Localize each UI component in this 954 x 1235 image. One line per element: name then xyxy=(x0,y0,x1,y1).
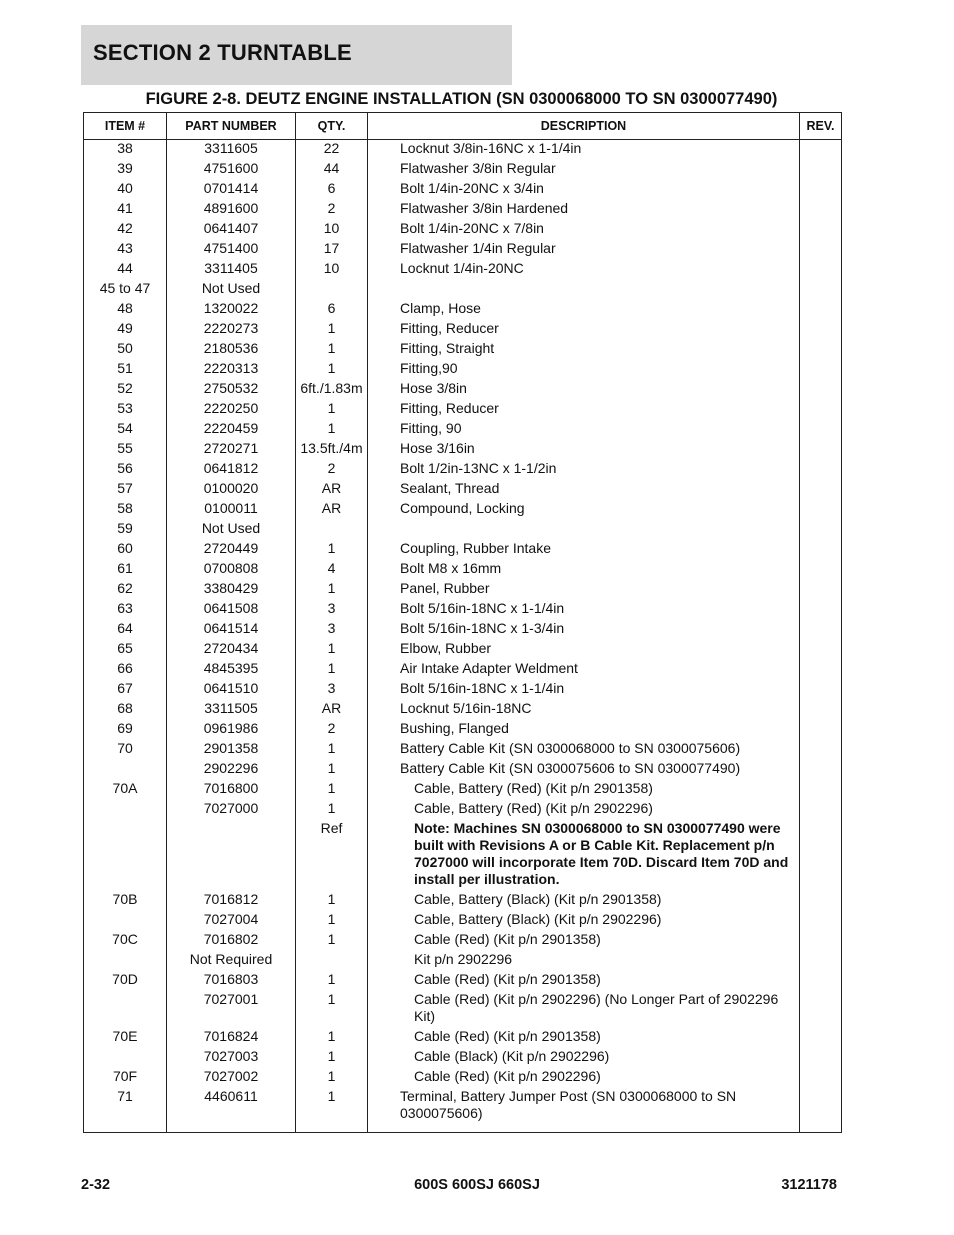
part-number: 0961986 xyxy=(167,718,296,738)
item-number: 52 xyxy=(84,378,167,398)
part-number: 2220273 xyxy=(167,318,296,338)
description: Cable, Battery (Red) (Kit p/n 2901358) xyxy=(368,778,800,798)
part-number: 2902296 xyxy=(167,758,296,778)
item-number: 70B xyxy=(84,889,167,909)
revision xyxy=(800,658,842,678)
item-number: 39 xyxy=(84,158,167,178)
quantity: 6ft./1.83m xyxy=(296,378,368,398)
table-row xyxy=(84,1046,842,1066)
figure-title: FIGURE 2-8. DEUTZ ENGINE INSTALLATION (SN 0300068000 TO SN 0300077490) xyxy=(145,90,778,108)
quantity: 1 xyxy=(296,738,368,758)
table-row xyxy=(84,818,842,889)
table-row xyxy=(84,458,842,478)
quantity: 6 xyxy=(296,298,368,318)
part-number: 0641514 xyxy=(167,618,296,638)
revision xyxy=(800,498,842,518)
item-number: 57 xyxy=(84,478,167,498)
table-row xyxy=(84,140,842,159)
item-number: 70C xyxy=(84,929,167,949)
item-number: 64 xyxy=(84,618,167,638)
table-row xyxy=(84,178,842,198)
revision xyxy=(800,1046,842,1066)
item-number xyxy=(84,949,167,969)
revision xyxy=(800,678,842,698)
part-number: 4460611 xyxy=(167,1086,296,1133)
revision xyxy=(800,909,842,929)
revision xyxy=(800,318,842,338)
part-number: 2220250 xyxy=(167,398,296,418)
quantity: 17 xyxy=(296,238,368,258)
description: Locknut 3/8in-16NC x 1-1/4in xyxy=(368,140,800,159)
part-number: 3380429 xyxy=(167,578,296,598)
item-number xyxy=(84,989,167,1026)
quantity: 1 xyxy=(296,969,368,989)
description: Cable (Red) (Kit p/n 2901358) xyxy=(368,929,800,949)
table-row xyxy=(84,358,842,378)
description: Compound, Locking xyxy=(368,498,800,518)
quantity: 1 xyxy=(296,989,368,1026)
description: Hose 3/8in xyxy=(368,378,800,398)
item-number: 43 xyxy=(84,238,167,258)
revision xyxy=(800,1066,842,1086)
quantity: Ref xyxy=(296,818,368,889)
quantity: 3 xyxy=(296,678,368,698)
quantity: 1 xyxy=(296,778,368,798)
description: Note: Machines SN 0300068000 to SN 0300077490 were built with Revisions A or B Cable Kit. Replacement p/n 7027000 will incorporate Item 70D. Discard Item 70D and install per illustration. xyxy=(368,818,800,889)
revision xyxy=(800,818,842,889)
quantity xyxy=(296,518,368,538)
quantity: 1 xyxy=(296,338,368,358)
table-row xyxy=(84,578,842,598)
revision xyxy=(800,718,842,738)
revision xyxy=(800,1086,842,1133)
table-row xyxy=(84,1086,842,1133)
description: Flatwasher 3/8in Hardened xyxy=(368,198,800,218)
part-number: 4845395 xyxy=(167,658,296,678)
table-row xyxy=(84,989,842,1026)
item-number: 49 xyxy=(84,318,167,338)
description: Sealant, Thread xyxy=(368,478,800,498)
item-number: 55 xyxy=(84,438,167,458)
description: Cable, Battery (Red) (Kit p/n 2902296) xyxy=(368,798,800,818)
quantity: 1 xyxy=(296,418,368,438)
revision xyxy=(800,218,842,238)
table-row xyxy=(84,949,842,969)
revision xyxy=(800,889,842,909)
item-number: 38 xyxy=(84,140,167,159)
table-row xyxy=(84,778,842,798)
description: Bolt 5/16in-18NC x 1-1/4in xyxy=(368,678,800,698)
description: Fitting, Reducer xyxy=(368,398,800,418)
quantity: 1 xyxy=(296,1066,368,1086)
part-number: 7027003 xyxy=(167,1046,296,1066)
table-row xyxy=(84,218,842,238)
revision xyxy=(800,598,842,618)
quantity: 1 xyxy=(296,889,368,909)
item-number: 62 xyxy=(84,578,167,598)
part-number: 7027000 xyxy=(167,798,296,818)
revision xyxy=(800,358,842,378)
revision xyxy=(800,778,842,798)
revision xyxy=(800,418,842,438)
part-number: 3311605 xyxy=(167,140,296,159)
table-row xyxy=(84,798,842,818)
quantity: 10 xyxy=(296,218,368,238)
quantity: 1 xyxy=(296,1026,368,1046)
revision xyxy=(800,378,842,398)
table-row xyxy=(84,198,842,218)
item-number: 58 xyxy=(84,498,167,518)
table-row xyxy=(84,498,842,518)
description: Fitting, 90 xyxy=(368,418,800,438)
item-number: 53 xyxy=(84,398,167,418)
part-number: Not Required xyxy=(167,949,296,969)
revision xyxy=(800,198,842,218)
revision xyxy=(800,278,842,298)
quantity: 1 xyxy=(296,578,368,598)
revision xyxy=(800,738,842,758)
revision xyxy=(800,949,842,969)
revision xyxy=(800,258,842,278)
item-number: 68 xyxy=(84,698,167,718)
table-row xyxy=(84,338,842,358)
description: Bushing, Flanged xyxy=(368,718,800,738)
table-row xyxy=(84,258,842,278)
revision xyxy=(800,458,842,478)
quantity: AR xyxy=(296,698,368,718)
part-number: 0641508 xyxy=(167,598,296,618)
description: Fitting, Reducer xyxy=(368,318,800,338)
quantity xyxy=(296,278,368,298)
quantity: 3 xyxy=(296,618,368,638)
part-number: 2720271 xyxy=(167,438,296,458)
item-number: 70A xyxy=(84,778,167,798)
quantity: 1 xyxy=(296,358,368,378)
table-row xyxy=(84,738,842,758)
part-number: 3311405 xyxy=(167,258,296,278)
part-number: Not Used xyxy=(167,278,296,298)
table-row xyxy=(84,929,842,949)
description: Panel, Rubber xyxy=(368,578,800,598)
parts-table xyxy=(83,112,842,1133)
part-number: 1320022 xyxy=(167,298,296,318)
description: Bolt 1/4in-20NC x 7/8in xyxy=(368,218,800,238)
item-number: 48 xyxy=(84,298,167,318)
item-number: 51 xyxy=(84,358,167,378)
quantity: 1 xyxy=(296,538,368,558)
quantity: 1 xyxy=(296,658,368,678)
quantity xyxy=(296,949,368,969)
document-number: 3121178 xyxy=(781,1177,837,1193)
table-row xyxy=(84,298,842,318)
table-row xyxy=(84,658,842,678)
quantity: 1 xyxy=(296,1046,368,1066)
part-number: 0700808 xyxy=(167,558,296,578)
part-number: 7027002 xyxy=(167,1066,296,1086)
part-number: 0641407 xyxy=(167,218,296,238)
description: Air Intake Adapter Weldment xyxy=(368,658,800,678)
revision xyxy=(800,338,842,358)
revision xyxy=(800,298,842,318)
revision xyxy=(800,398,842,418)
quantity: AR xyxy=(296,478,368,498)
table-row xyxy=(84,698,842,718)
description: Flatwasher 1/4in Regular xyxy=(368,238,800,258)
description: Cable, Battery (Black) (Kit p/n 2901358) xyxy=(368,889,800,909)
quantity: 1 xyxy=(296,929,368,949)
part-number: 3311505 xyxy=(167,698,296,718)
revision xyxy=(800,1026,842,1046)
table-row xyxy=(84,678,842,698)
description: Fitting, Straight xyxy=(368,338,800,358)
part-number: 7016824 xyxy=(167,1026,296,1046)
description: Coupling, Rubber Intake xyxy=(368,538,800,558)
part-number: 4891600 xyxy=(167,198,296,218)
part-number: 0100020 xyxy=(167,478,296,498)
part-number: 7027001 xyxy=(167,989,296,1026)
description: Cable (Red) (Kit p/n 2902296) (No Longer Part of 2902296 Kit) xyxy=(368,989,800,1026)
revision xyxy=(800,158,842,178)
quantity: 1 xyxy=(296,398,368,418)
quantity: 22 xyxy=(296,140,368,159)
quantity: 4 xyxy=(296,558,368,578)
item-number: 70 xyxy=(84,738,167,758)
revision xyxy=(800,989,842,1026)
revision xyxy=(800,798,842,818)
description: Bolt 5/16in-18NC x 1-3/4in xyxy=(368,618,800,638)
description: Bolt M8 x 16mm xyxy=(368,558,800,578)
item-number: 66 xyxy=(84,658,167,678)
revision xyxy=(800,698,842,718)
table-row xyxy=(84,1026,842,1046)
quantity: 1 xyxy=(296,318,368,338)
description: Bolt 1/2in-13NC x 1-1/2in xyxy=(368,458,800,478)
revision xyxy=(800,638,842,658)
description: Clamp, Hose xyxy=(368,298,800,318)
item-number: 44 xyxy=(84,258,167,278)
header-part-number: PART NUMBER xyxy=(167,113,296,140)
item-number: 56 xyxy=(84,458,167,478)
item-number xyxy=(84,818,167,889)
description xyxy=(368,278,800,298)
description xyxy=(368,518,800,538)
item-number: 69 xyxy=(84,718,167,738)
table-row xyxy=(84,238,842,258)
description: Bolt 1/4in-20NC x 3/4in xyxy=(368,178,800,198)
model-names: 600S 600SJ 660SJ xyxy=(414,1177,540,1193)
table-row xyxy=(84,758,842,778)
part-number: 7016800 xyxy=(167,778,296,798)
description: Locknut 5/16in-18NC xyxy=(368,698,800,718)
revision xyxy=(800,758,842,778)
item-number: 40 xyxy=(84,178,167,198)
table-row xyxy=(84,438,842,458)
description: Hose 3/16in xyxy=(368,438,800,458)
description: Kit p/n 2902296 xyxy=(368,949,800,969)
part-number: 2720449 xyxy=(167,538,296,558)
table-row xyxy=(84,598,842,618)
table-row xyxy=(84,398,842,418)
table-row xyxy=(84,558,842,578)
item-number: 45 to 47 xyxy=(84,278,167,298)
table-row xyxy=(84,889,842,909)
quantity: 13.5ft./4m xyxy=(296,438,368,458)
description: Bolt 5/16in-18NC x 1-1/4in xyxy=(368,598,800,618)
part-number xyxy=(167,818,296,889)
description: Locknut 1/4in-20NC xyxy=(368,258,800,278)
revision xyxy=(800,478,842,498)
quantity: 1 xyxy=(296,638,368,658)
description: Fitting,90 xyxy=(368,358,800,378)
part-number: 2180536 xyxy=(167,338,296,358)
quantity: 1 xyxy=(296,909,368,929)
revision xyxy=(800,140,842,159)
table-row xyxy=(84,378,842,398)
part-number: 7016802 xyxy=(167,929,296,949)
item-number: 50 xyxy=(84,338,167,358)
item-number xyxy=(84,758,167,778)
item-number xyxy=(84,798,167,818)
table-row xyxy=(84,1066,842,1086)
part-number: 0641812 xyxy=(167,458,296,478)
page-number: 2-32 xyxy=(81,1177,111,1193)
part-number: 4751600 xyxy=(167,158,296,178)
quantity: 2 xyxy=(296,198,368,218)
part-number: 7016812 xyxy=(167,889,296,909)
part-number: 0100011 xyxy=(167,498,296,518)
table-row xyxy=(84,969,842,989)
revision xyxy=(800,969,842,989)
part-number: 2750532 xyxy=(167,378,296,398)
item-number: 70F xyxy=(84,1066,167,1086)
revision xyxy=(800,558,842,578)
revision xyxy=(800,518,842,538)
description: Cable (Black) (Kit p/n 2902296) xyxy=(368,1046,800,1066)
table-row xyxy=(84,718,842,738)
parts-body xyxy=(84,140,842,1133)
part-number: 2720434 xyxy=(167,638,296,658)
part-number: 0641510 xyxy=(167,678,296,698)
table-row xyxy=(84,618,842,638)
quantity: 6 xyxy=(296,178,368,198)
description: Battery Cable Kit (SN 0300075606 to SN 0300077490) xyxy=(368,758,800,778)
table-row xyxy=(84,318,842,338)
revision xyxy=(800,618,842,638)
item-number: 70D xyxy=(84,969,167,989)
header-qty: QTY. xyxy=(296,113,368,140)
part-number: 4751400 xyxy=(167,238,296,258)
table-row xyxy=(84,418,842,438)
quantity: 1 xyxy=(296,798,368,818)
quantity: 44 xyxy=(296,158,368,178)
table-row xyxy=(84,278,842,298)
quantity: 3 xyxy=(296,598,368,618)
part-number: 2220313 xyxy=(167,358,296,378)
description: Cable (Red) (Kit p/n 2901358) xyxy=(368,969,800,989)
quantity: 2 xyxy=(296,718,368,738)
quantity: 2 xyxy=(296,458,368,478)
part-number: 7016803 xyxy=(167,969,296,989)
part-number: 7027004 xyxy=(167,909,296,929)
revision xyxy=(800,178,842,198)
item-number: 54 xyxy=(84,418,167,438)
item-number: 63 xyxy=(84,598,167,618)
part-number: Not Used xyxy=(167,518,296,538)
section-title: SECTION 2 TURNTABLE xyxy=(93,40,352,65)
item-number xyxy=(84,909,167,929)
item-number: 41 xyxy=(84,198,167,218)
header-description: DESCRIPTION xyxy=(368,113,800,140)
item-number: 59 xyxy=(84,518,167,538)
description: Cable (Red) (Kit p/n 2902296) xyxy=(368,1066,800,1086)
description: Cable, Battery (Black) (Kit p/n 2902296) xyxy=(368,909,800,929)
table-row xyxy=(84,158,842,178)
description: Cable (Red) (Kit p/n 2901358) xyxy=(368,1026,800,1046)
quantity: 1 xyxy=(296,1086,368,1133)
description: Battery Cable Kit (SN 0300068000 to SN 0300075606) xyxy=(368,738,800,758)
table-header-row xyxy=(84,113,842,140)
item-number: 67 xyxy=(84,678,167,698)
part-number: 0701414 xyxy=(167,178,296,198)
quantity: 10 xyxy=(296,258,368,278)
item-number xyxy=(84,1046,167,1066)
item-number: 70E xyxy=(84,1026,167,1046)
revision xyxy=(800,578,842,598)
description: Flatwasher 3/8in Regular xyxy=(368,158,800,178)
table-row xyxy=(84,518,842,538)
revision xyxy=(800,438,842,458)
header-item: ITEM # xyxy=(84,113,167,140)
description: Elbow, Rubber xyxy=(368,638,800,658)
table-row xyxy=(84,478,842,498)
part-number: 2901358 xyxy=(167,738,296,758)
revision xyxy=(800,929,842,949)
table-row xyxy=(84,538,842,558)
header-rev: REV. xyxy=(800,113,842,140)
description: Terminal, Battery Jumper Post (SN 0300068000 to SN 0300075606) xyxy=(368,1086,800,1133)
quantity: 1 xyxy=(296,758,368,778)
item-number: 42 xyxy=(84,218,167,238)
revision xyxy=(800,538,842,558)
revision xyxy=(800,238,842,258)
item-number: 60 xyxy=(84,538,167,558)
table-row xyxy=(84,909,842,929)
part-number: 2220459 xyxy=(167,418,296,438)
item-number: 71 xyxy=(84,1086,167,1133)
item-number: 61 xyxy=(84,558,167,578)
quantity: AR xyxy=(296,498,368,518)
item-number: 65 xyxy=(84,638,167,658)
table-row xyxy=(84,638,842,658)
